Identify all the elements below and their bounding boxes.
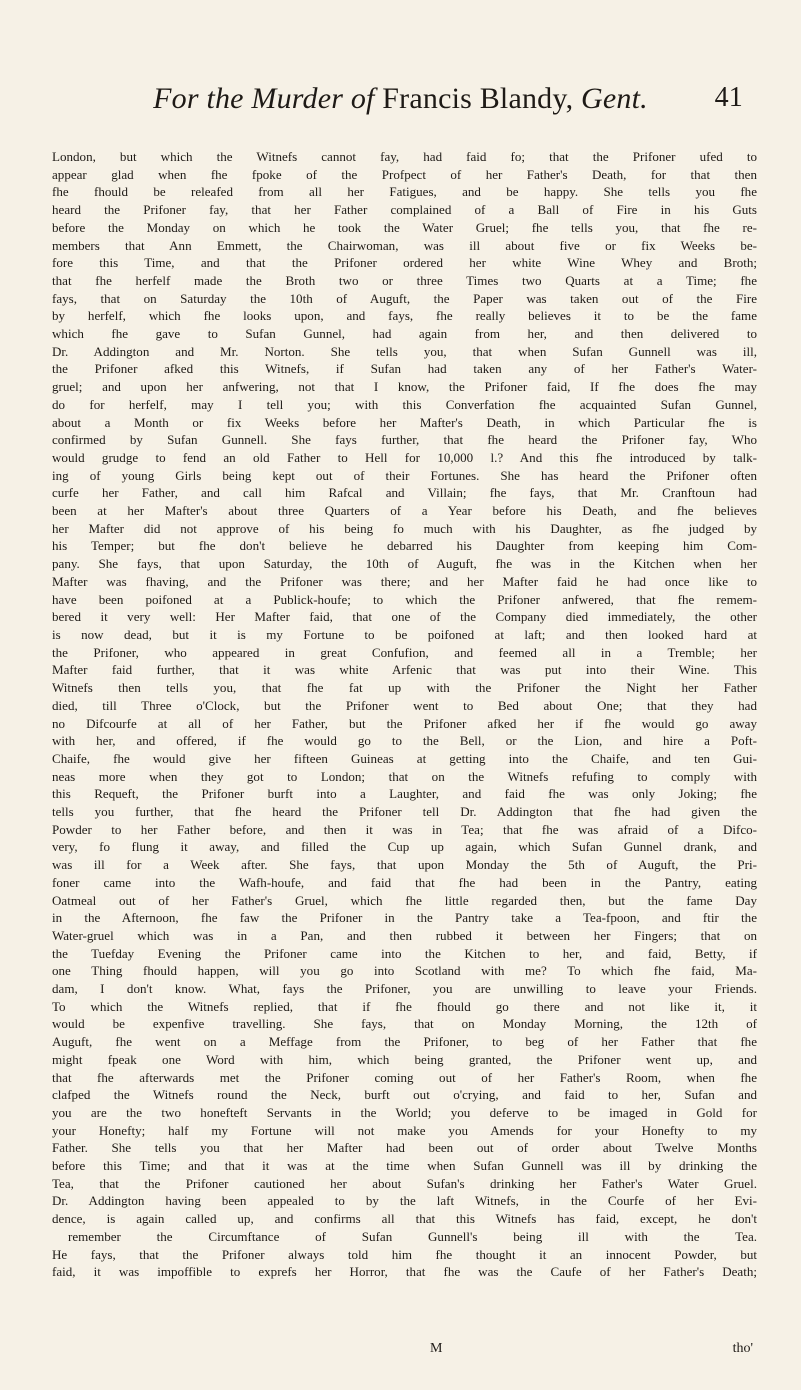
text-line: heard the Prifoner fay, that her Father complained of a Ball of Fire in his Guts	[52, 202, 757, 218]
running-head	[0, 82, 801, 116]
text-line: fhe fhould be releafed from all her Fatigues, and be happy. She tells you fhe	[52, 184, 757, 200]
text-line: Auguft, fhe went on a Meffage from the Prifoner, to beg of her Father that fhe	[52, 1034, 757, 1050]
page-footer	[52, 1341, 757, 1361]
text-line: dam, I don't know. What, fays the Prifoner, you are unwilling to leave your Friends.	[52, 981, 757, 997]
text-line: Water-gruel which was in a Pan, and then rubbed it between her Fingers; that on	[52, 927, 757, 943]
text-line: confirmed by Sufan Gunnell. She fays further, that fhe heard the Prifoner fay, Who	[52, 432, 757, 448]
text-line: neas more when they got to London; that on the Witnefs refufing to comply with	[52, 768, 757, 784]
text-line: Powder to her Father before, and then it was in Tea; that fhe was afraid of a Difco-	[52, 821, 757, 837]
text-line: might fpeak one Word with him, which being granted, the Prifoner went up, and	[52, 1051, 757, 1067]
text-line: Dr. Addington and Mr. Norton. She tells you, that when Sufan Gunnell was ill,	[52, 343, 757, 359]
text-line: appear glad when fhe fpoke of the Profpect of her Father's Death, for that then	[52, 166, 757, 182]
catchword: tho'	[732, 1341, 753, 1356]
text-line: about a Month or fix Weeks before her Mafter's Death, in which Particular fhe is	[52, 414, 757, 430]
running-head-suffix: Gent.	[581, 82, 648, 115]
running-head-italic: For the Murder of	[153, 82, 375, 115]
text-line: very, fo flung it away, and filled the Cup up again, which Sufan Gunnel drank, and	[52, 839, 757, 855]
text-line: foner came into the Wafh-houfe, and faid that fhe had been in the Pantry, eating	[52, 874, 757, 890]
body-text	[52, 148, 757, 1281]
text-line: is now dead, but it is my Fortune to be poifoned at laft; and then looked hard at	[52, 626, 757, 642]
text-line: in the Afternoon, fhe faw the Prifoner in the Pantry take a Tea-fpoon, and ftir the	[52, 910, 757, 926]
text-line: Mafter was fhaving, and the Prifoner was there; and her Mafter faid he had once like to	[52, 573, 757, 589]
text-line: dence, is again called up, and confirms all that this Witnefs has faid, except, he don't	[52, 1211, 757, 1227]
text-line: Chaife, fhe would give her fifteen Guineas at getting into the Chaife, and ten Gui-	[52, 750, 757, 766]
text-line: fays, that on Saturday the 10th of Auguft, the Paper was taken out of the Fire	[52, 290, 757, 306]
text-line: your Honefty; half my Fortune will not make you Amends for your Honefty to my	[52, 1122, 757, 1138]
text-line: the Prifoner, who appeared in great Confufion, and feemed all in a Tremble; her	[52, 644, 757, 660]
text-line: no Difcourfe at all of her Father, but the Prifoner afked her if fhe would go away	[52, 715, 757, 731]
text-line: the Tuefday Evening the Prifoner came into the Kitchen to her, and faid, Betty, if	[52, 945, 757, 961]
text-line: Dr. Addington having been appealed to by the laft Witnefs, in the Courfe of her Evi-	[52, 1193, 757, 1209]
text-line: Witnefs then tells you, that fhe fat up with the Prifoner the Night her Father	[52, 680, 757, 696]
text-line: bered it very well: Her Mafter faid, that one of the Company died immediately, the other	[52, 609, 757, 625]
text-line: the Prifoner afked this Witnefs, if Sufan had taken any of her Father's Water-	[52, 361, 757, 377]
text-line: To which the Witnefs replied, that if fhe fhould go there and not like it, it	[52, 998, 757, 1014]
text-line: ing of young Girls being kept out of their Fortunes. She has heard the Prifoner often	[52, 467, 757, 483]
text-line: gruel; and upon her anfwering, not that I know, the Prifoner faid, If fhe does fhe may	[52, 379, 757, 395]
text-line: was ill for a Week after. She fays, that upon Monday the 5th of Auguft, the Pri-	[52, 857, 757, 873]
text-line: that fhe herfelf made the Broth two or three Times two Quarts at a Time; fhe	[52, 272, 757, 288]
text-line: members that Ann Emmett, the Chairwoman, was ill about five or fix Weeks be-	[52, 237, 757, 253]
text-line: London, but which the Witnefs cannot fay, had faid fo; that the Prifoner ufed to	[52, 149, 757, 164]
text-line: her Mafter did not approve of his being fo much with his Daughter, as fhe judged by	[52, 520, 757, 536]
text-line: his Temper; but fhe don't believe he debarred his Daughter from keeping him Com-	[52, 538, 757, 554]
text-line: faid, it was impoffible to exprefs her Horror, that fhe was the Caufe of her Father's Death;	[52, 1264, 757, 1280]
text-line: died, till Three o'Clock, but the Prifoner went to Bed about One; that they had	[52, 697, 757, 713]
page-number: 41	[714, 82, 743, 113]
text-line: curfe her Father, and call him Rafcal and Villain; fhe fays, that Mr. Cranftoun had	[52, 485, 757, 501]
text-line: tells you further, that fhe heard the Prifoner tell Dr. Addington that fhe had given the	[52, 804, 757, 820]
text-line: with her, and offered, if fhe would go to the Bell, or the Lion, and hire a Poft-	[52, 733, 757, 749]
text-line: Mafter faid further, that it was white Arfenic that was put into their Wine. This	[52, 662, 757, 678]
text-line: He fays, that the Prifoner always told him fhe thought it an innocent Powder, but	[52, 1246, 757, 1262]
signature-mark: M	[430, 1341, 443, 1356]
text-line: before this Time; and that it was at the time when Sufan Gunnell was ill by drinking the	[52, 1158, 757, 1174]
text-line: before the Monday on which he took the Water Gruel; fhe tells you, that fhe re-	[52, 219, 757, 235]
text-line: that fhe afterwards met the Prifoner coming out of her Father's Room, when fhe	[52, 1069, 757, 1085]
text-line: been at her Mafter's about three Quarters of a Year before his Death, and fhe believes	[52, 503, 757, 519]
text-line: do for herfelf, may I tell you; with this Converfation fhe acquainted Sufan Gunnel,	[52, 396, 757, 412]
text-line: would be expenfive travelling. She fays, that on Monday Morning, the 12th of	[52, 1016, 757, 1032]
text-line: pany. She fays, that upon Saturday, the 10th of Auguft, fhe was in the Kitchen when her	[52, 556, 757, 572]
text-line: would grudge to fend an old Father to Hell for 10,000 l.? And this fhe introduced by talk-	[52, 449, 757, 465]
text-line: which fhe gave to Sufan Gunnel, had again from her, and then delivered to	[52, 326, 757, 342]
text-line: you are the two honefteft Servants in the World; you deferve to be imaged in Gold for	[52, 1104, 757, 1120]
text-line: clafped the Witnefs round the Neck, burft out o'crying, and faid to her, Sufan and	[52, 1087, 757, 1103]
text-line: by herfelf, which fhe looks upon, and fays, fhe really believes it to be the fame	[52, 308, 757, 324]
text-line: fore this Time, and that the Prifoner ordered her white Wine Whey and Broth;	[52, 255, 757, 271]
text-line: Father. She tells you that her Mafter had been out of order about Twelve Months	[52, 1140, 757, 1156]
text-line: Oatmeal out of her Father's Gruel, which fhe little regarded then, but the fame Day	[52, 892, 757, 908]
text-line: one Thing fhould happen, will you go into Scotland with me? To which fhe faid, Ma-	[52, 963, 757, 979]
text-line: Tea, that the Prifoner cautioned her about Sufan's drinking her Father's Water Gruel.	[52, 1175, 757, 1191]
text-line: have been poifoned at a Publick-houfe; to which the Prifoner anfwered, that fhe remem-	[52, 591, 757, 607]
running-head-name: Francis Blandy,	[382, 82, 574, 115]
text-line: this Requeft, the Prifoner burft into a Laughter, and faid fhe was only Joking; fhe	[52, 786, 757, 802]
text-line: remember the Circumftance of Sufan Gunnell's being ill with the Tea.	[68, 1228, 757, 1244]
